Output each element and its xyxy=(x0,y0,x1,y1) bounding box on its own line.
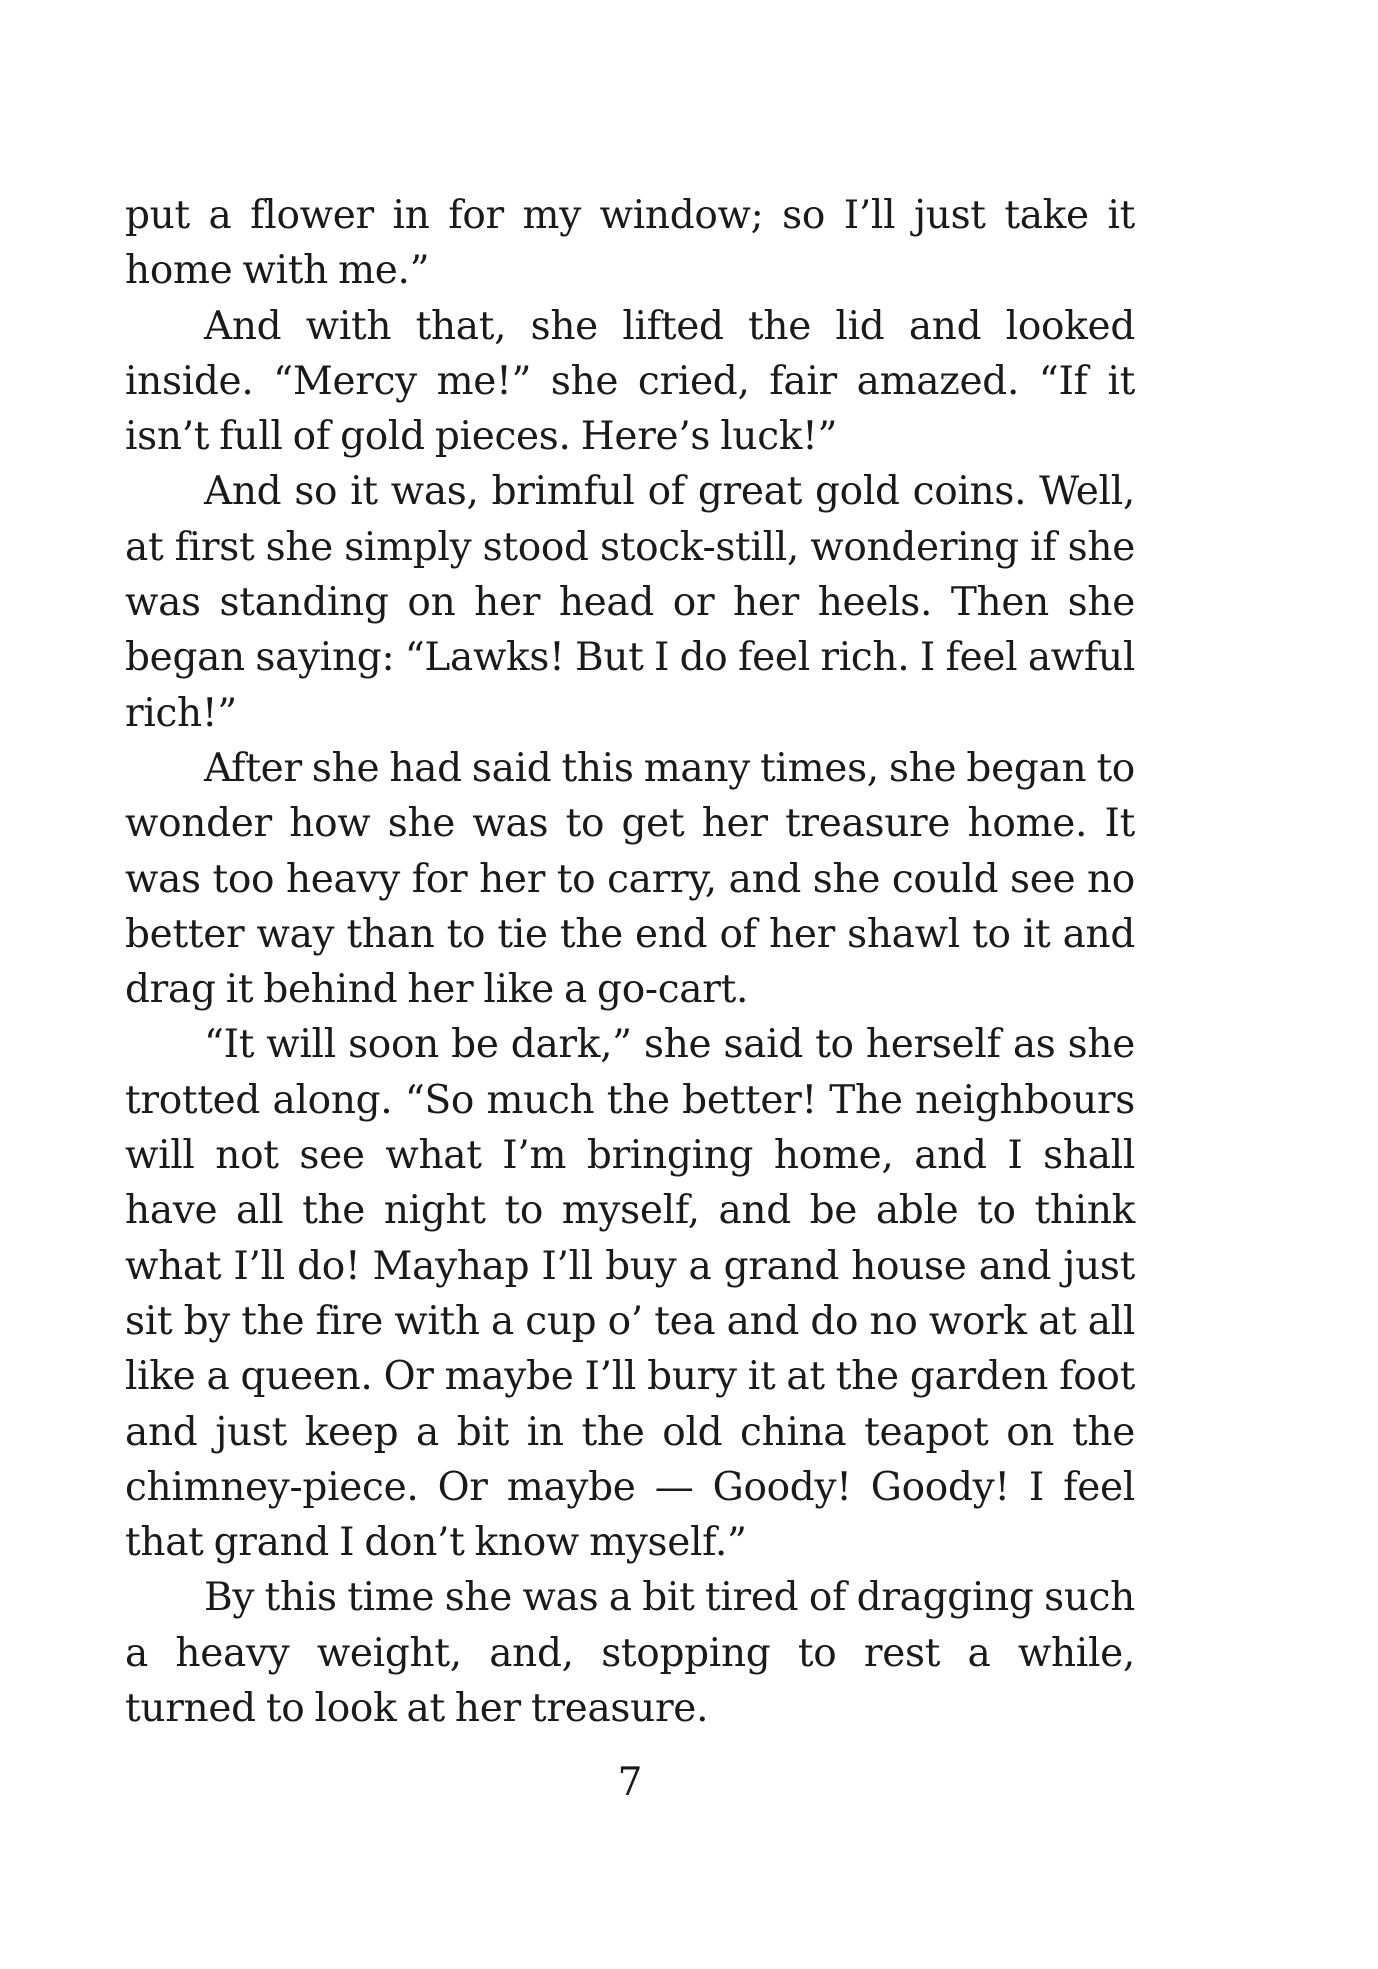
paragraph: “It will soon be dark,” she said to herself as she trotted along. “So much the better! The neighbours will not see what I’m bringing home, and I shall have all the night to myself, and be able to think what I’ll do! Mayhap I’ll buy a grand house and just sit by the fire with a cup o’ tea and do no work at all like a queen. Or maybe I’ll bury it at the garden foot and just keep a bit in the old china teapot on the chimney-piece. Or maybe — Goody! Goody! I feel that grand I don’t know myself.” xyxy=(125,1022,1135,1566)
paragraph-continued: put a flower in for my window; so I’ll just take it home with me.” xyxy=(125,193,1135,294)
paragraph: By this time she was a bit tired of dragging such a heavy weight, and, stopping to rest a while, turned to look at her treasure. xyxy=(125,1575,1135,1732)
paragraph: After she had said this many times, she began to wonder how she was to get her treasure home. It was too heavy for her to carry, and she could see no better way than to tie the end of her shawl to it and drag it behind her like a go-cart. xyxy=(125,745,1135,1013)
paragraph: And so it was, brimful of great gold coins. Well, at first she simply stood stock-still, wondering if she was standing on her head or her heels. Then she began saying: “Lawks! But I do feel rich. I feel awful rich!” xyxy=(125,469,1135,736)
page-number: 7 xyxy=(617,1760,643,1805)
paragraph: And with that, she lifted the lid and looked inside. “Mercy me!” she cried, fair amazed. “If it isn’t full of gold pieces. Here’s luck!” xyxy=(125,303,1135,460)
body-text xyxy=(125,188,1135,1736)
